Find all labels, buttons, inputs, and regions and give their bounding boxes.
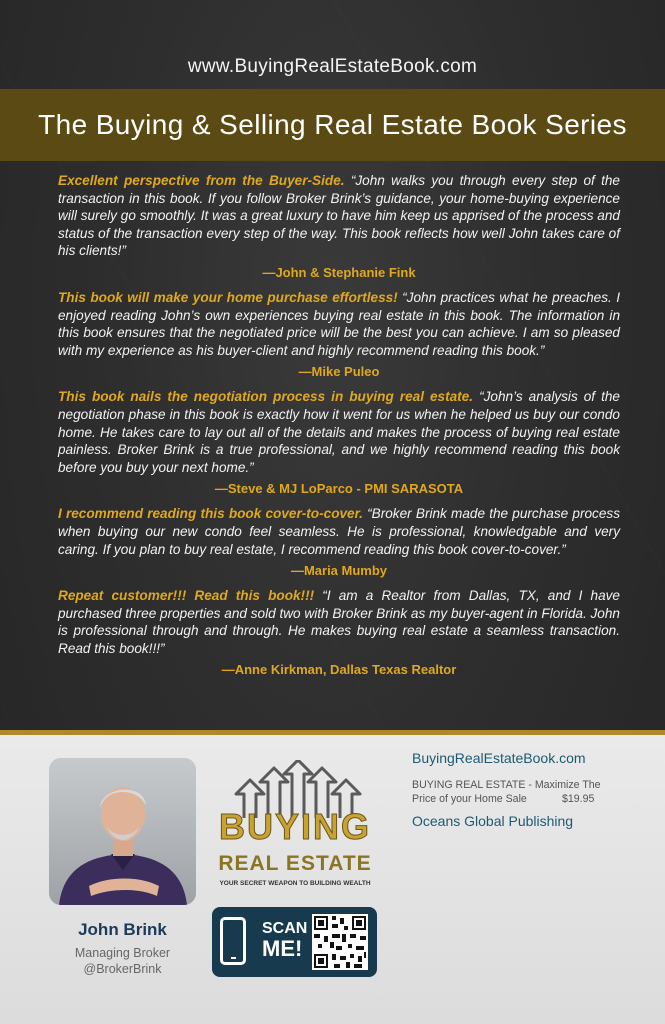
phone-icon — [220, 917, 246, 965]
review-headline: Excellent perspective from the Buyer-Side. — [58, 173, 345, 188]
review-author: —John & Stephanie Fink — [262, 264, 416, 280]
author-name: John Brink — [78, 920, 167, 939]
book-website-link[interactable]: BuyingRealEstateBook.com — [412, 750, 586, 766]
review-body: “John walks you through every step of the transaction in this book. If you follow Broker Brink’s guidance, your home-buying experience will surely go smoothly. It was a great luxury to have him keep us apprised of the process and status of the transaction every step of the way. This book reflects how well John takes care of his clients!” — [58, 173, 620, 259]
author-photo — [49, 758, 196, 905]
review-body: “Broker Brink made the purchase process when buying our new condo feel seamless. He is professional, knowledgable and very caring. If you plan to buy real estate, I recommend reading this book cover-to-cover.” — [58, 506, 620, 557]
review-text — [58, 172, 620, 260]
review-body: “John’s analysis of the negotiation phase in this book is exactly how it went for us when he helped us buy our condo home. He takes care to lay out all of the details and makes the process of buying real estate painless. Broker Brink is a true professional, and we highly recommend reading this book before you buy your next home.” — [58, 389, 620, 475]
review-body: “John practices what he preaches. I enjoyed reading John’s own experiences buying real estate in this book. The information in this book ensures that the negotiated price will be the best you can achieve. I am so pleased with my experience as his buyer-client and highly recommend reading this book.” — [58, 289, 621, 358]
review-body: “I am a Realtor from Dallas, TX, and I have purchased three properties and sold two with Broker Brink as my buyer-agent in Florida. John is professional through and through. He makes buying real estate a seamless transaction. Read this book!!!” — [58, 588, 620, 656]
review — [58, 172, 620, 280]
book-price: $19.95 — [562, 793, 595, 805]
logo-word-real-estate: REAL ESTATE — [218, 852, 372, 875]
review-text — [58, 388, 620, 476]
author-role: Managing Broker — [74, 946, 171, 960]
me-label: ME! — [262, 936, 303, 961]
review-author: —Anne Kirkman, Dallas Texas Realtor — [221, 662, 457, 678]
scan-me-qr-badge[interactable] — [212, 907, 377, 977]
book-logo — [210, 760, 380, 900]
review-headline: This book will make your home purchase effortless! — [58, 289, 398, 305]
publisher-name: Oceans Global Publishing — [412, 813, 574, 829]
review — [58, 587, 620, 677]
review-text — [58, 289, 620, 359]
book-title-line1: BUYING REAL ESTATE - Maximize The — [412, 779, 601, 791]
scan-me-text — [262, 919, 307, 959]
book-title-line2: Price of your Home Sale — [412, 793, 527, 805]
review-text — [58, 587, 620, 657]
review — [58, 289, 620, 379]
review-author: —Mike Puleo — [298, 364, 380, 380]
logo-word-buying: BUYING — [218, 806, 371, 847]
qr-code-pattern — [312, 914, 368, 970]
series-title: The Buying & Selling Real Estate Book Series — [38, 109, 627, 140]
review-headline: Repeat customer!!! Read this book!!! — [58, 588, 315, 604]
website-url[interactable]: www.BuyingRealEstateBook.com — [187, 56, 478, 77]
review — [58, 505, 620, 578]
reviews-section — [58, 172, 620, 686]
review-author: —Steve & MJ LoParco - PMI SARASOTA — [214, 481, 464, 497]
book-info — [412, 778, 612, 806]
logo-tagline: YOUR SECRET WEAPON TO BUILDING WEALTH — [219, 880, 371, 887]
review-headline: I recommend reading this book cover-to-cover. — [58, 506, 363, 522]
author-handle[interactable]: @BrokerBrink — [83, 962, 162, 976]
review-text — [58, 505, 620, 558]
review — [58, 388, 620, 496]
qr-code-icon[interactable] — [312, 914, 368, 970]
scan-label: SCAN — [262, 920, 308, 937]
title-band — [0, 89, 665, 161]
review-author: —Maria Mumby — [290, 563, 388, 579]
author-portrait-image — [49, 758, 196, 905]
review-headline: This book nails the negotiation process in buying real estate. — [58, 389, 474, 405]
